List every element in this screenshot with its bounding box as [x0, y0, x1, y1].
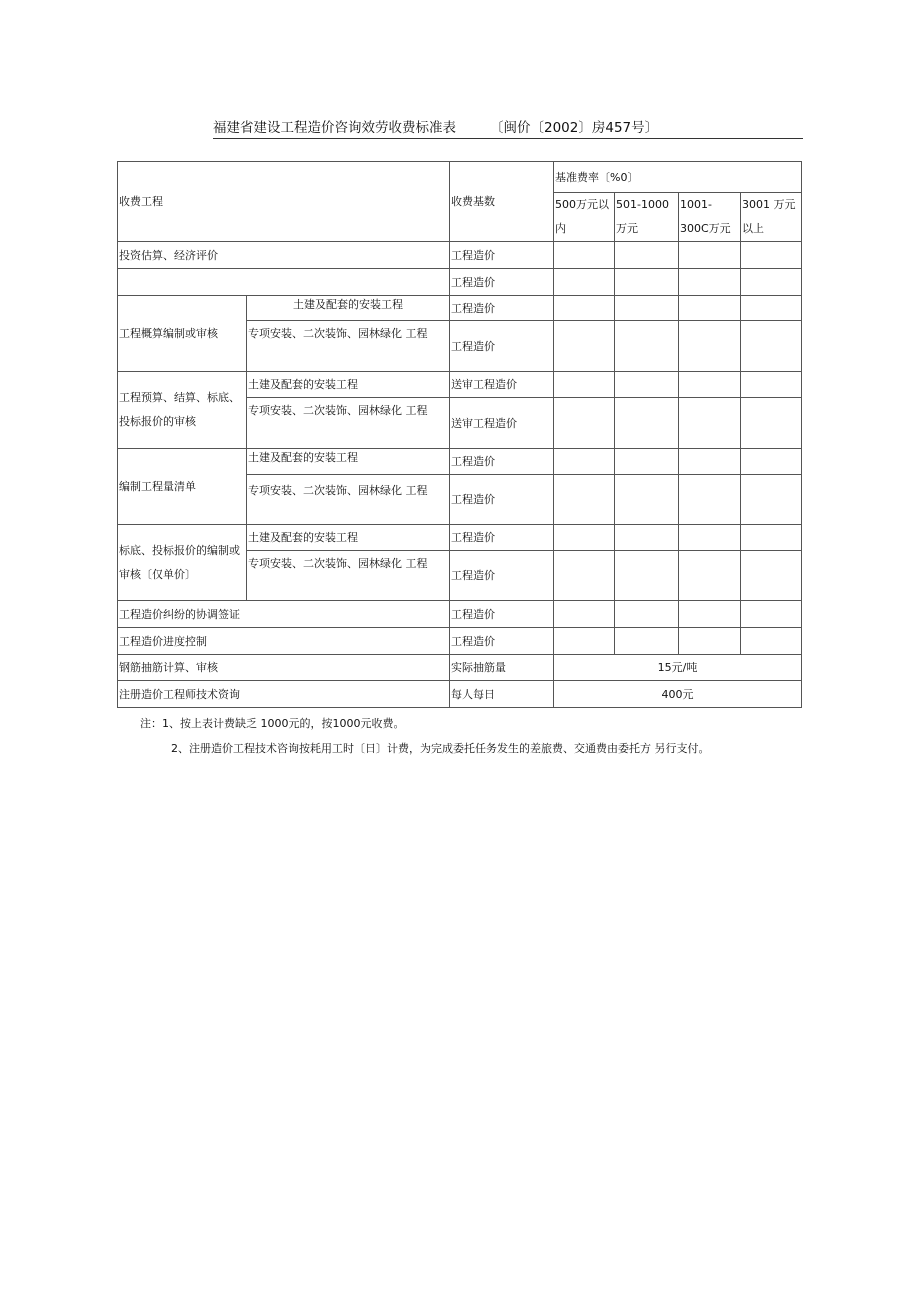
row-basis: 工程造价	[450, 551, 554, 601]
sub-item: 土建及配套的安装工程	[247, 372, 450, 398]
table-row	[118, 296, 802, 321]
note-1: 注：1、按上表计费缺乏 1000元的，按1000元收费。	[140, 717, 405, 730]
title-code: 〔闽价〔2002〕房457号〕	[490, 120, 659, 136]
row-basis: 工程造价	[450, 628, 554, 655]
row-basis: 工程造价	[450, 525, 554, 551]
row-basis: 工程造价	[450, 475, 554, 525]
sub-item: 土建及配套的安装工程	[247, 525, 450, 551]
table-row	[118, 372, 802, 398]
tier-3-header: 1001-300C万元	[679, 193, 741, 242]
row-basis: 工程造价	[450, 321, 554, 372]
table-row	[118, 601, 802, 628]
table-row	[118, 628, 802, 655]
fee-table	[117, 161, 802, 708]
note-2: 2、注册造价工程技术咨询按耗用工时〔日〕计费，为完成委托任务发生的差旅费、交通费由委托方 另行支付。	[171, 742, 710, 755]
sub-item: 土建及配套的安装工程	[247, 449, 450, 475]
table-row	[118, 162, 802, 193]
title-main: 福建省建设工程造价咨询效劳收费标准表	[213, 120, 456, 136]
table-row	[118, 681, 802, 708]
sub-item: 土建及配套的安装工程	[247, 296, 450, 321]
row-basis: 工程造价	[450, 269, 554, 296]
tier-1-header: 500万元以内	[554, 193, 615, 242]
rate-value: 15元/吨	[554, 655, 802, 681]
row-label: 工程造价进度控制	[118, 628, 450, 655]
header-rate: 基准费率〔%0〕	[554, 162, 802, 193]
row-basis: 送审工程造价	[450, 372, 554, 398]
row-label: 钢筋抽筋计算、审核	[118, 655, 450, 681]
table-row	[118, 242, 802, 269]
row-basis: 送审工程造价	[450, 398, 554, 449]
table-row	[118, 449, 802, 475]
tier-2-header: 501-1000万元	[615, 193, 679, 242]
sub-item: 专项安装、二次装饰、园林绿化 工程	[247, 551, 450, 601]
header-basis: 收费基数	[450, 162, 554, 242]
document-title	[213, 116, 803, 139]
group-label: 编制工程量清单	[118, 449, 247, 525]
row-basis: 工程造价	[450, 296, 554, 321]
sub-item: 专项安装、二次装饰、园林绿化 工程	[247, 475, 450, 525]
table-row	[118, 655, 802, 681]
row-basis: 工程造价	[450, 242, 554, 269]
row-basis: 实际抽筋量	[450, 655, 554, 681]
table-row	[118, 269, 802, 296]
sub-item: 专项安装、二次装饰、园林绿化 工程	[247, 321, 450, 372]
sub-item: 专项安装、二次装饰、园林绿化 工程	[247, 398, 450, 449]
group-label: 工程概算编制或审核	[118, 296, 247, 372]
row-label	[118, 269, 450, 296]
row-basis: 工程造价	[450, 601, 554, 628]
group-label: 标底、投标报价的编制或审核〔仅单价〕	[118, 525, 247, 601]
row-label: 工程造价纠纷的协调签证	[118, 601, 450, 628]
rate-value: 400元	[554, 681, 802, 708]
row-label: 投资估算、经济评价	[118, 242, 450, 269]
tier-4-header: 3001 万元以上	[741, 193, 802, 242]
row-basis: 工程造价	[450, 449, 554, 475]
row-basis: 每人每日	[450, 681, 554, 708]
row-label: 注册造价工程师技术资询	[118, 681, 450, 708]
group-label: 工程预算、结算、标底、投标报价的审核	[118, 372, 247, 449]
table-row	[118, 525, 802, 551]
header-project: 收费工程	[118, 162, 450, 242]
